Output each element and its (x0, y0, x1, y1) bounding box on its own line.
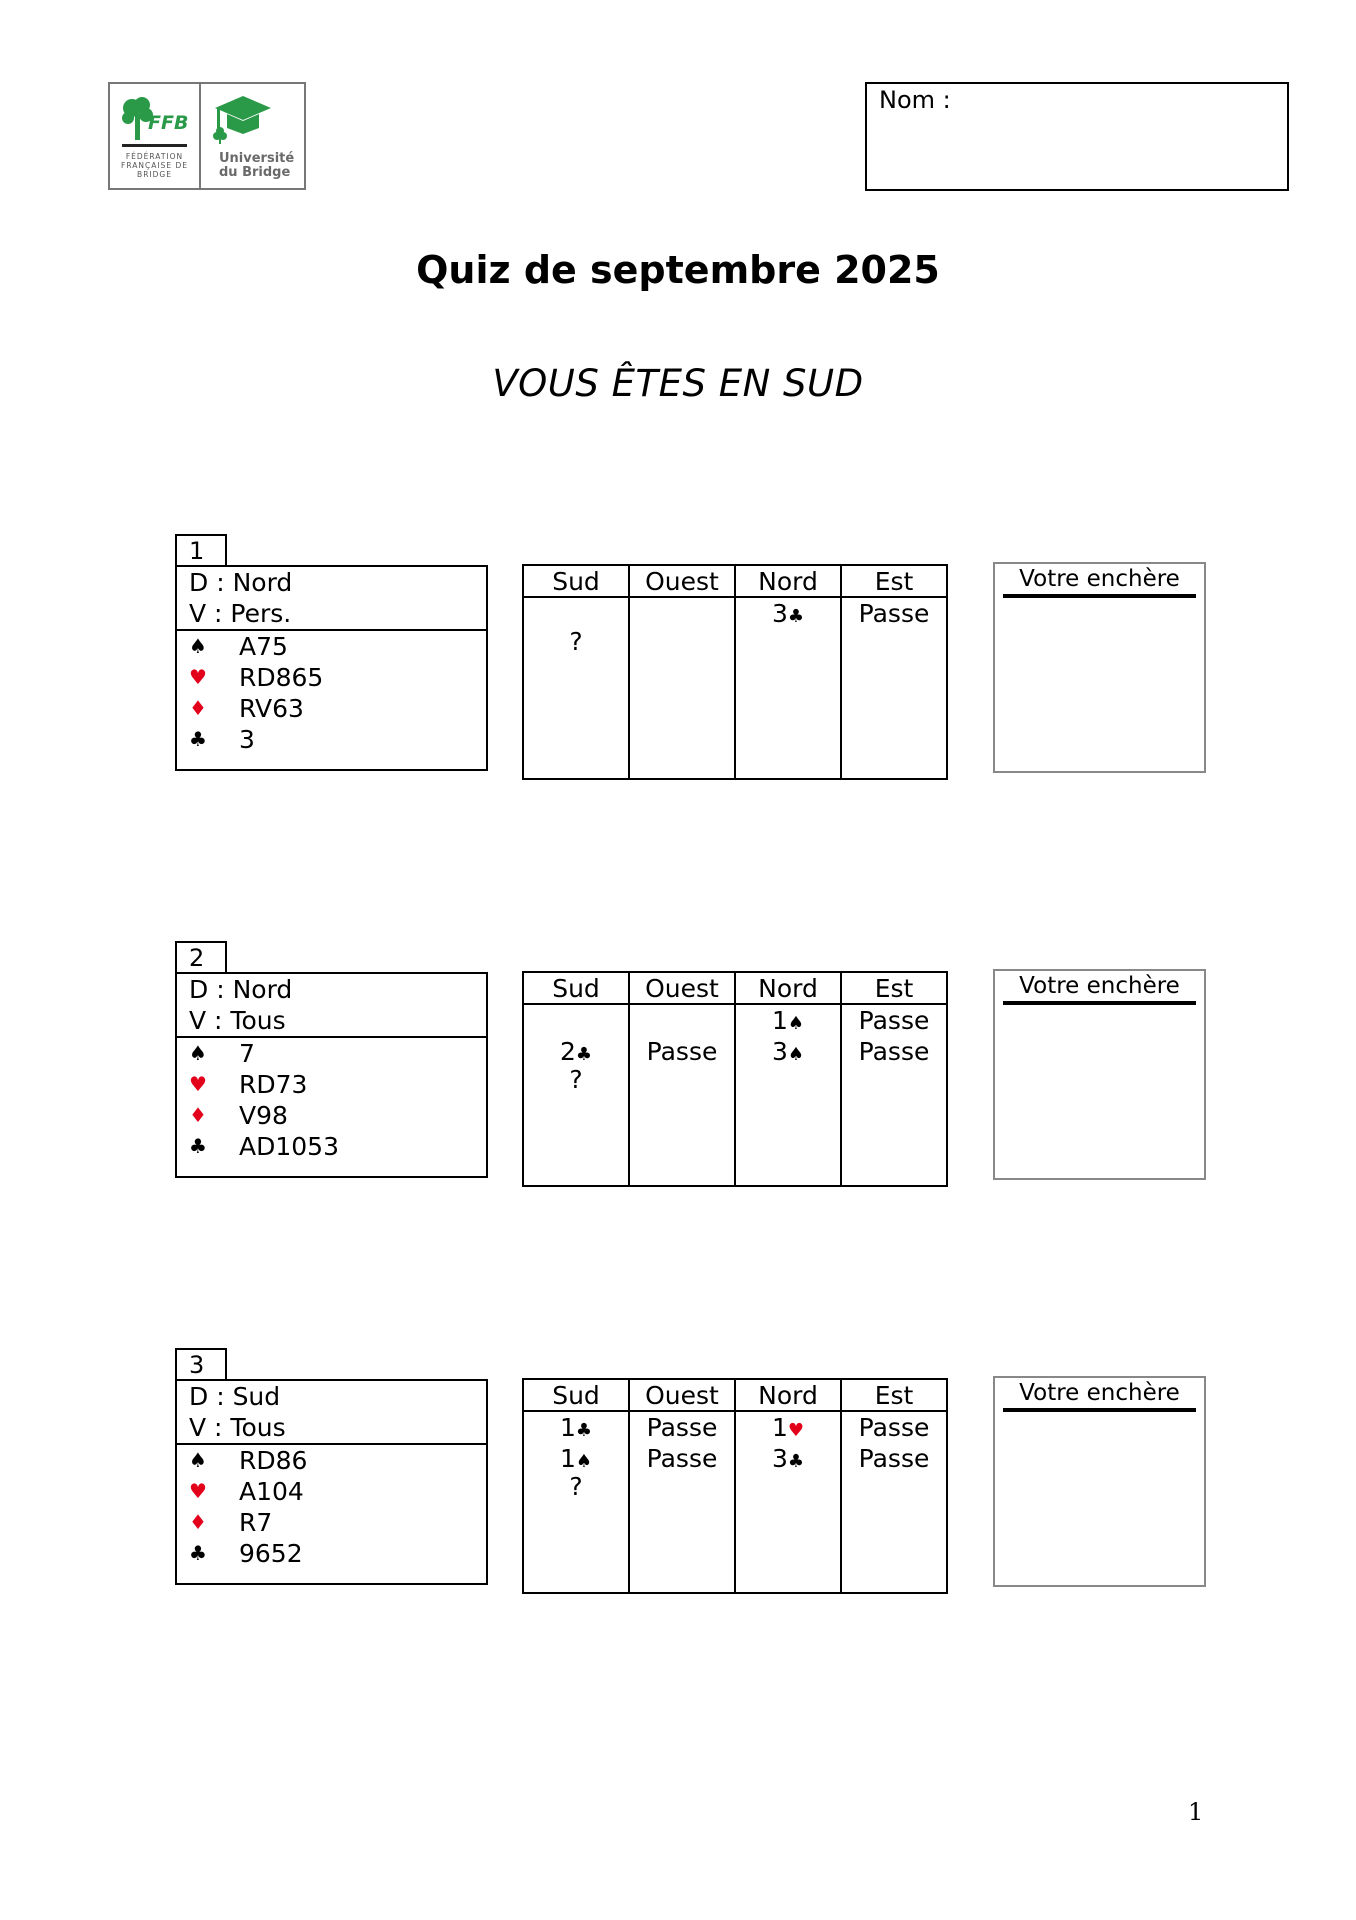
ffb-logo (110, 84, 201, 188)
bid-cell: Passe (646, 1444, 718, 1473)
hand-spades: 7 (239, 1039, 255, 1068)
bid-cell: 1♣ (559, 1413, 593, 1442)
graduation-cap-icon (209, 94, 273, 146)
hand (177, 631, 486, 755)
club-icon: ♣ (189, 1134, 207, 1158)
bid-col-nord (736, 566, 842, 778)
bid-header-est: Est (842, 1380, 946, 1412)
bid-col-est (842, 566, 946, 778)
bidding-table (522, 1378, 948, 1594)
answer-label: Votre enchère (1003, 971, 1196, 1005)
bid-suit-icon: ♠ (787, 1044, 805, 1065)
answer-box[interactable] (993, 562, 1206, 773)
bid-suit-icon: ♥ (787, 1420, 805, 1441)
universite-line1: Université (219, 151, 295, 166)
club-icon: ♣ (189, 727, 207, 751)
bid-col-ouest (630, 566, 736, 778)
hand-spades: A75 (239, 632, 288, 661)
bid-cell: 1♥ (771, 1413, 805, 1442)
hand-clubs: 9652 (239, 1539, 303, 1568)
bid-cell: Passe (646, 1413, 718, 1442)
bid-cell: 1♠ (559, 1444, 593, 1473)
heart-icon: ♥ (189, 1072, 207, 1096)
bid-col-sud (524, 566, 630, 778)
hand (177, 1038, 486, 1162)
answer-label: Votre enchère (1003, 564, 1196, 598)
nom-field[interactable] (865, 82, 1289, 191)
spade-icon: ♠ (189, 634, 207, 658)
diamond-icon: ♦ (189, 696, 207, 720)
bid-cell: ? (569, 1065, 583, 1094)
hand-diamonds: V98 (239, 1101, 288, 1130)
hand-clubs: AD1053 (239, 1132, 339, 1161)
bid-cell: Passe (646, 1037, 718, 1066)
vulnerability: V : Tous (189, 1006, 286, 1035)
bid-cell: ? (569, 1472, 583, 1501)
bid-col-sud (524, 1380, 630, 1592)
bid-cell (524, 598, 628, 629)
bid-col-ouest (630, 1380, 736, 1592)
bid-cell: 2♣ (559, 1037, 593, 1066)
bidding-table (522, 971, 948, 1187)
page-title: Quiz de septembre 2025 (416, 248, 940, 292)
bidding-table (522, 564, 948, 780)
bid-suit-icon: ♣ (575, 1044, 593, 1065)
bid-col-sud (524, 973, 630, 1185)
bid-cell: Passe (858, 1444, 930, 1473)
diamond-icon: ♦ (189, 1510, 207, 1534)
vulnerability: V : Pers. (189, 599, 292, 628)
answer-label: Votre enchère (1003, 1378, 1196, 1412)
logo-divider (122, 144, 187, 147)
ffb-universite-logo (108, 82, 306, 190)
hand-diamonds: RV63 (239, 694, 304, 723)
bid-suit-icon: ♣ (787, 606, 805, 627)
bid-header-sud: Sud (524, 566, 628, 598)
bid-cell: 3♠ (771, 1037, 805, 1066)
vulnerability: V : Tous (189, 1413, 286, 1442)
ffb-subtitle: FÉDÉRATION FRANÇAISE DE BRIDGE (121, 152, 188, 179)
bid-cell: Passe (858, 1037, 930, 1066)
deal-card (175, 972, 488, 1178)
hand (177, 1445, 486, 1569)
bid-cell: ? (569, 627, 583, 656)
deal-number: 1 (175, 534, 227, 565)
bid-suit-icon: ♣ (787, 1451, 805, 1472)
bid-col-est (842, 973, 946, 1185)
nom-label: Nom : (879, 86, 951, 114)
bid-header-ouest: Ouest (630, 1380, 734, 1412)
hand-hearts: A104 (239, 1477, 304, 1506)
bid-header-est: Est (842, 973, 946, 1005)
answer-box[interactable] (993, 1376, 1206, 1587)
bid-header-nord: Nord (736, 973, 840, 1005)
deal-card (175, 565, 488, 771)
heart-icon: ♥ (189, 1479, 207, 1503)
dealer: D : Nord (189, 568, 293, 597)
deal-info (177, 1381, 486, 1445)
bid-header-nord: Nord (736, 1380, 840, 1412)
bid-cell (630, 1005, 734, 1036)
universite-text (219, 152, 294, 180)
page-number: 1 (1188, 1798, 1204, 1826)
heart-icon: ♥ (189, 665, 207, 689)
bid-suit-icon: ♠ (575, 1451, 593, 1472)
ffb-letters: FFB (148, 112, 189, 134)
hand-diamonds: R7 (239, 1508, 273, 1537)
bid-cell: Passe (858, 599, 930, 628)
bid-cell: 3♣ (771, 599, 805, 628)
dealer: D : Sud (189, 1382, 281, 1411)
bid-header-ouest: Ouest (630, 566, 734, 598)
spade-icon: ♠ (189, 1448, 207, 1472)
bid-header-sud: Sud (524, 973, 628, 1005)
bid-col-ouest (630, 973, 736, 1185)
bid-col-est (842, 1380, 946, 1592)
bid-col-nord (736, 973, 842, 1185)
bid-header-sud: Sud (524, 1380, 628, 1412)
bid-cell: Passe (858, 1413, 930, 1442)
hand-clubs: 3 (239, 725, 255, 754)
deal-card (175, 1379, 488, 1585)
hand-hearts: RD73 (239, 1070, 308, 1099)
bid-suit-icon: ♣ (575, 1420, 593, 1441)
diamond-icon: ♦ (189, 1103, 207, 1127)
universite-line2: du Bridge (219, 165, 291, 180)
dealer: D : Nord (189, 975, 293, 1004)
deal-info (177, 567, 486, 631)
deal-number: 3 (175, 1348, 227, 1379)
deal-number: 2 (175, 941, 227, 972)
answer-box[interactable] (993, 969, 1206, 1180)
bid-header-est: Est (842, 566, 946, 598)
hand-spades: RD86 (239, 1446, 308, 1475)
spade-icon: ♠ (189, 1041, 207, 1065)
deal-info (177, 974, 486, 1038)
hand-hearts: RD865 (239, 663, 324, 692)
bid-cell (524, 1005, 628, 1036)
bid-col-nord (736, 1380, 842, 1592)
page-subtitle: VOUS ÊTES EN SUD (492, 362, 864, 405)
bid-suit-icon: ♠ (787, 1013, 805, 1034)
bid-cell: 3♣ (771, 1444, 805, 1473)
universite-logo (201, 84, 304, 188)
bid-cell: 1♠ (771, 1006, 805, 1035)
bid-cell: Passe (858, 1006, 930, 1035)
bid-header-nord: Nord (736, 566, 840, 598)
club-icon: ♣ (189, 1541, 207, 1565)
bid-header-ouest: Ouest (630, 973, 734, 1005)
